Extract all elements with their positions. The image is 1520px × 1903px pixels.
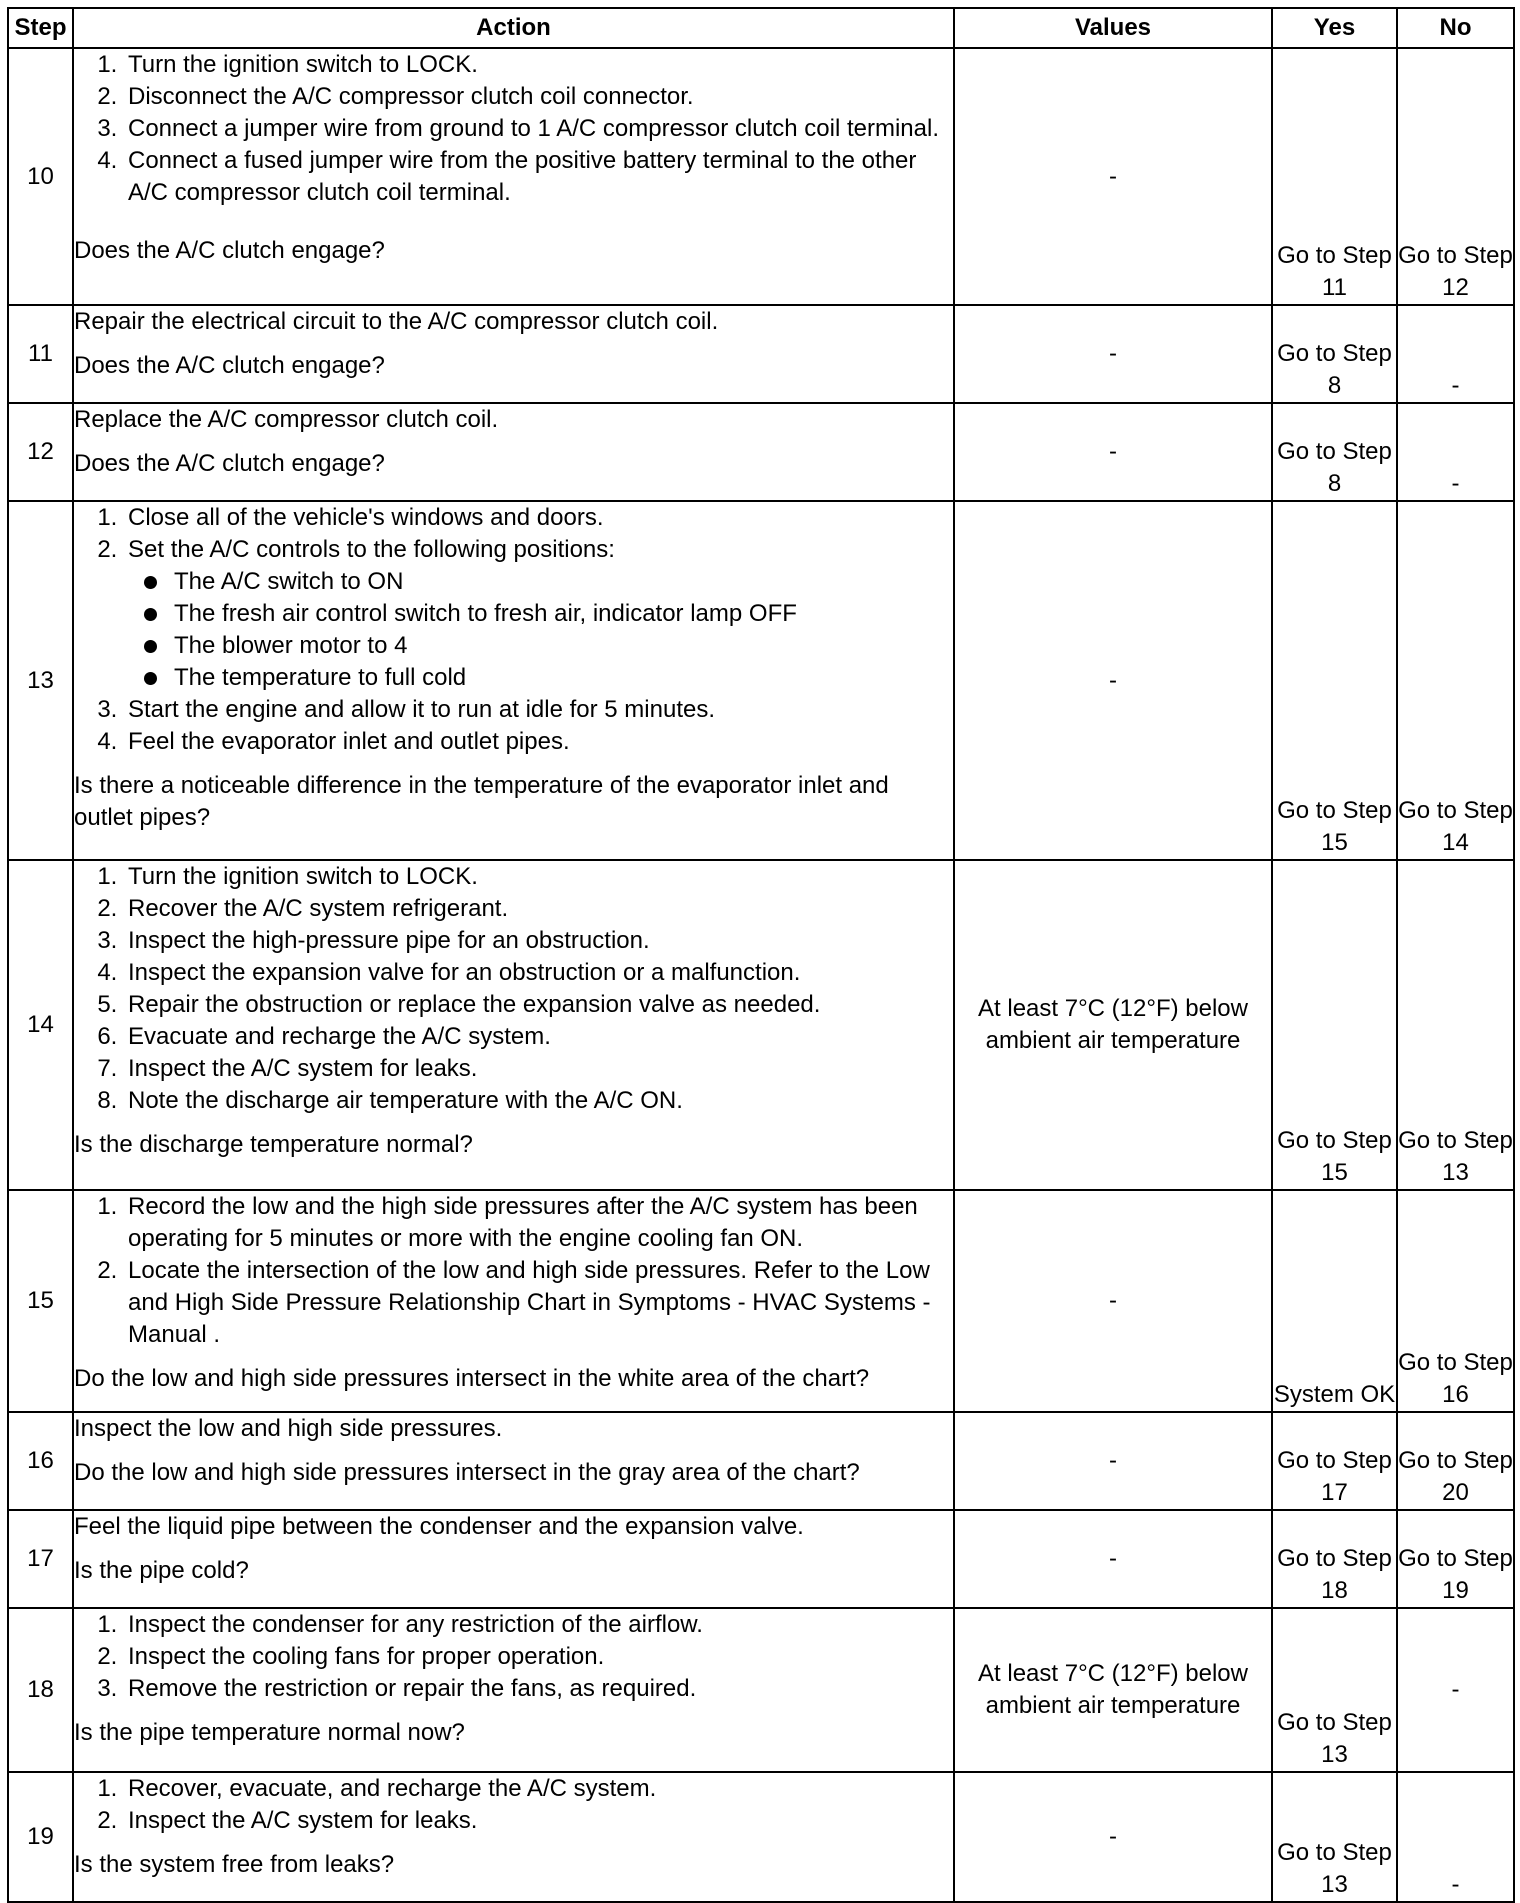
no-cell: - xyxy=(1397,403,1514,501)
table-row xyxy=(8,860,1514,1190)
value-cell: - xyxy=(954,1412,1272,1510)
action-step: 3. Inspect the high-pressure pipe for an obstruction. xyxy=(124,925,953,957)
action-question: Do the low and high side pressures intersect in the white area of the chart? xyxy=(74,1365,870,1392)
action-steps xyxy=(74,502,953,758)
table-row xyxy=(8,1412,1514,1510)
value-cell: - xyxy=(954,403,1272,501)
action-cell xyxy=(73,305,954,403)
diagnostic-table xyxy=(7,7,1515,1903)
action-step: 4. Feel the evaporator inlet and outlet pipes. xyxy=(124,726,953,758)
bullet-item: The A/C switch to ON xyxy=(174,566,953,598)
table-row xyxy=(8,1772,1514,1902)
action-step: 1. Record the low and the high side pressures after the A/C system has been operating for 5 minutes or more with the engine cooling fan ON. xyxy=(124,1191,953,1255)
action-text: Inspect the low and high side pressures. xyxy=(74,1415,503,1442)
action-step: 1. Turn the ignition switch to LOCK. xyxy=(124,49,953,81)
action-cell xyxy=(73,1510,954,1608)
bullet-item: The blower motor to 4 xyxy=(174,630,953,662)
value-cell: - xyxy=(954,1510,1272,1608)
action-cell xyxy=(73,1772,954,1902)
yes-cell: Go to Step 8 xyxy=(1272,305,1397,403)
yes-cell: Go to Step 11 xyxy=(1272,48,1397,305)
action-question: Does the A/C clutch engage? xyxy=(74,352,385,379)
action-step: 3. Remove the restriction or repair the fans, as required. xyxy=(124,1673,953,1705)
action-step: 3. Connect a jumper wire from ground to 1 A/C compressor clutch coil terminal. xyxy=(124,113,953,145)
step-number: 17 xyxy=(8,1510,73,1608)
bullet-item: The temperature to full cold xyxy=(174,662,953,694)
action-steps xyxy=(74,1191,953,1351)
bullet-item: The fresh air control switch to fresh air, indicator lamp OFF xyxy=(174,598,953,630)
table-row xyxy=(8,403,1514,501)
header-action: Action xyxy=(73,8,954,48)
table-row xyxy=(8,1608,1514,1772)
action-text: Feel the liquid pipe between the condenser and the expansion valve. xyxy=(74,1513,804,1540)
action-cell xyxy=(73,501,954,860)
step-number: 14 xyxy=(8,860,73,1190)
value-cell: - xyxy=(954,305,1272,403)
no-cell: Go to Step 13 xyxy=(1397,860,1514,1190)
action-step: 2. Inspect the A/C system for leaks. xyxy=(124,1805,953,1837)
action-step: 2. Disconnect the A/C compressor clutch coil connector. xyxy=(124,81,953,113)
table-row xyxy=(8,1510,1514,1608)
action-cell xyxy=(73,1412,954,1510)
step-number: 16 xyxy=(8,1412,73,1510)
no-cell: Go to Step 19 xyxy=(1397,1510,1514,1608)
yes-cell: Go to Step 8 xyxy=(1272,403,1397,501)
no-cell: - xyxy=(1397,305,1514,403)
action-cell xyxy=(73,403,954,501)
table-row xyxy=(8,501,1514,860)
yes-cell: Go to Step 15 xyxy=(1272,501,1397,860)
value-cell: At least 7°C (12°F) below ambient air temperature xyxy=(954,860,1272,1190)
action-question: Does the A/C clutch engage? xyxy=(74,450,385,477)
action-step: 2. Locate the intersection of the low and high side pressures. Refer to the Low and High Side Pressure Relationship Chart in Symptoms - HVAC Systems - Manual . xyxy=(124,1255,953,1351)
action-question: Is there a noticeable difference in the temperature of the evaporator inlet and outlet pipes? xyxy=(74,772,889,831)
no-cell: Go to Step 12 xyxy=(1397,48,1514,305)
action-step: 4. Connect a fused jumper wire from the positive battery terminal to the other A/C compressor clutch coil terminal. xyxy=(124,145,953,209)
action-steps xyxy=(74,49,953,209)
action-question: Is the pipe temperature normal now? xyxy=(74,1719,465,1746)
header-yes: Yes xyxy=(1272,8,1397,48)
step-number: 11 xyxy=(8,305,73,403)
yes-cell: Go to Step 13 xyxy=(1272,1772,1397,1902)
step-number: 15 xyxy=(8,1190,73,1412)
header-step: Step xyxy=(8,8,73,48)
step-number: 19 xyxy=(8,1772,73,1902)
action-step: 2. Recover the A/C system refrigerant. xyxy=(124,893,953,925)
action-cell xyxy=(73,48,954,305)
action-steps xyxy=(74,861,953,1117)
action-step: 7. Inspect the A/C system for leaks. xyxy=(124,1053,953,1085)
action-step: 1. Inspect the condenser for any restriction of the airflow. xyxy=(124,1609,953,1641)
action-question: Is the system free from leaks? xyxy=(74,1851,395,1878)
action-cell xyxy=(73,1190,954,1412)
table-row xyxy=(8,305,1514,403)
yes-cell: Go to Step 15 xyxy=(1272,860,1397,1190)
no-cell: - xyxy=(1397,1608,1514,1772)
action-step: 1. Recover, evacuate, and recharge the A/C system. xyxy=(124,1773,953,1805)
header-row xyxy=(8,8,1514,48)
header-values: Values xyxy=(954,8,1272,48)
action-question: Does the A/C clutch engage? xyxy=(74,237,385,264)
action-text: Replace the A/C compressor clutch coil. xyxy=(74,406,499,433)
table-row xyxy=(8,1190,1514,1412)
action-cell xyxy=(73,860,954,1190)
action-text: Repair the electrical circuit to the A/C compressor clutch coil. xyxy=(74,308,719,335)
no-cell: Go to Step 14 xyxy=(1397,501,1514,860)
table-row xyxy=(8,48,1514,305)
value-cell: - xyxy=(954,501,1272,860)
yes-cell: System OK xyxy=(1272,1190,1397,1412)
value-cell: - xyxy=(954,48,1272,305)
action-question: Is the discharge temperature normal? xyxy=(74,1131,473,1158)
header-no: No xyxy=(1397,8,1514,48)
value-cell: - xyxy=(954,1772,1272,1902)
no-cell: Go to Step 16 xyxy=(1397,1190,1514,1412)
no-cell: Go to Step 20 xyxy=(1397,1412,1514,1510)
no-cell: - xyxy=(1397,1772,1514,1902)
action-step: 6. Evacuate and recharge the A/C system. xyxy=(124,1021,953,1053)
action-question: Is the pipe cold? xyxy=(74,1557,249,1584)
action-step: 8. Note the discharge air temperature with the A/C ON. xyxy=(124,1085,953,1117)
action-cell xyxy=(73,1608,954,1772)
value-cell: - xyxy=(954,1190,1272,1412)
action-step: 2. Inspect the cooling fans for proper operation. xyxy=(124,1641,953,1673)
action-step: 1. Turn the ignition switch to LOCK. xyxy=(124,861,953,893)
action-steps xyxy=(74,1609,953,1705)
step-number: 13 xyxy=(8,501,73,860)
action-step xyxy=(124,534,953,694)
yes-cell: Go to Step 17 xyxy=(1272,1412,1397,1510)
action-question: Do the low and high side pressures intersect in the gray area of the chart? xyxy=(74,1459,860,1486)
action-step: 3. Start the engine and allow it to run at idle for 5 minutes. xyxy=(124,694,953,726)
step-number: 18 xyxy=(8,1608,73,1772)
yes-cell: Go to Step 13 xyxy=(1272,1608,1397,1772)
value-cell: At least 7°C (12°F) below ambient air temperature xyxy=(954,1608,1272,1772)
action-step-text: Set the A/C controls to the following positions: xyxy=(128,536,615,563)
action-step: 1. Close all of the vehicle's windows and doors. xyxy=(124,502,953,534)
action-step: 5. Repair the obstruction or replace the expansion valve as needed. xyxy=(124,989,953,1021)
step-number: 10 xyxy=(8,48,73,305)
action-steps xyxy=(74,1773,953,1837)
action-step: 4. Inspect the expansion valve for an obstruction or a malfunction. xyxy=(124,957,953,989)
bullet-list xyxy=(128,566,953,694)
yes-cell: Go to Step 18 xyxy=(1272,1510,1397,1608)
step-number: 12 xyxy=(8,403,73,501)
